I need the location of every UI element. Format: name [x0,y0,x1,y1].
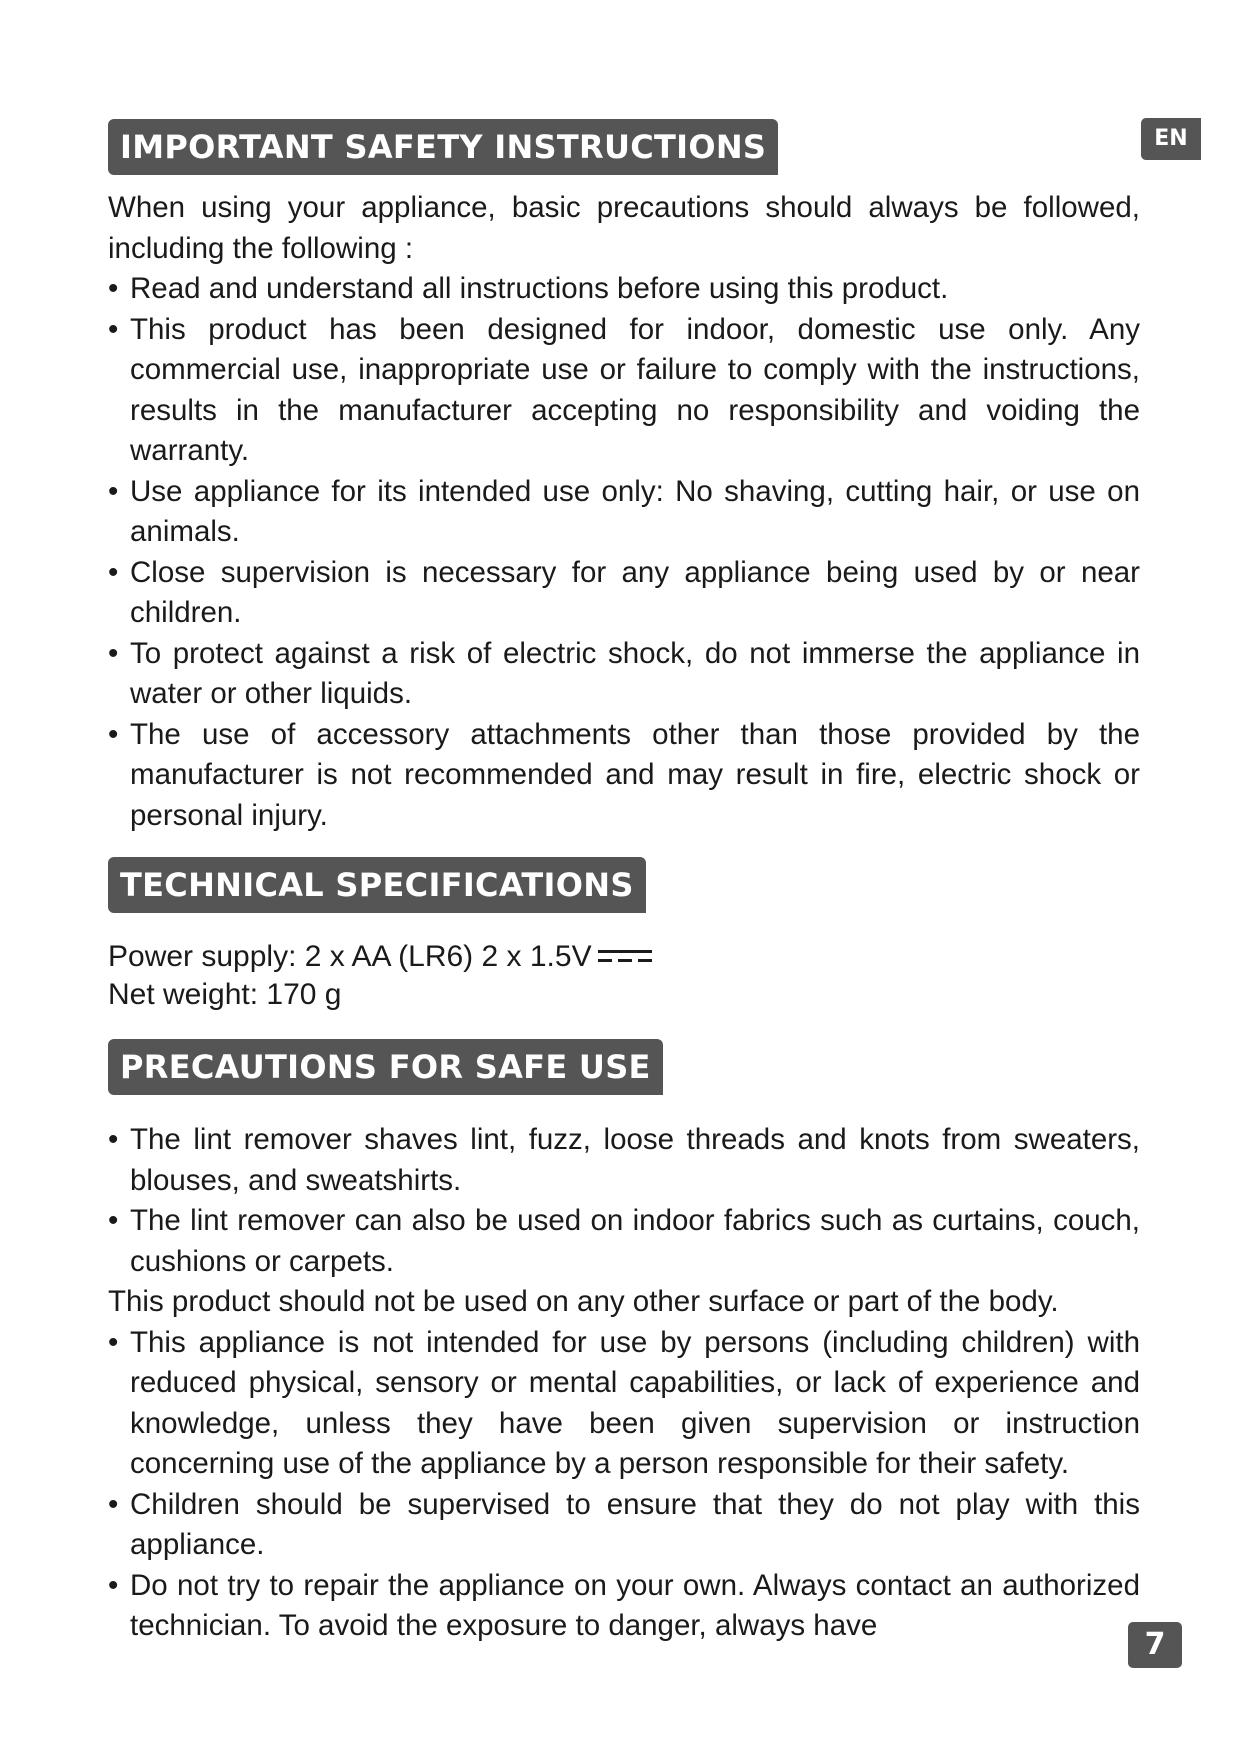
safety-intro: When using your appliance, basic precautions should always be followed, including the following : [108,191,1140,265]
list-item: • To protect against a risk of electric shock, do not immerse the appliance in water or other liquids. [108,636,1140,710]
power-supply-line [108,938,652,976]
safety-section-body [108,188,1140,836]
list-item: • Read and understand all instructions before using this product. [108,272,949,305]
list-item: • This product has been designed for indoor, domestic use only. Any commercial use, inappropriate use or failure to comply with the instructions, results in the manufacturer accepting no responsibility and voiding the warranty. [108,312,1140,467]
dc-current-icon [598,948,652,964]
list-item: • Close supervision is necessary for any appliance being used by or near children. [108,555,1140,629]
list-item: • Use appliance for its intended use only: No shaving, cutting hair, or use on animals. [108,474,1140,548]
list-item: • This appliance is not intended for use by persons (including children) with reduced physical, sensory or mental capabilities, or lack of experience and knowledge, unless they have been given supervision or instruction concerning use of the appliance by a person responsible for their safety. [108,1325,1140,1480]
net-weight-line: Net weight: 170 g [108,978,342,1011]
language-badge: EN [1141,118,1201,160]
precautions-section-body [108,1120,1140,1647]
precautions-list-b [108,1323,1140,1647]
power-supply-text: Power supply: 2 x AA (LR6) 2 x 1.5V [108,940,592,973]
page-number: 7 [1128,1622,1182,1668]
section-header-precautions: PRECAUTIONS FOR SAFE USE [108,1039,663,1095]
list-item: • The use of accessory attachments other than those provided by the manufacturer is not recommended and may result in fire, electric shock or personal injury. [108,717,1140,832]
section-header-specs: TECHNICAL SPECIFICATIONS [108,857,646,913]
safety-list [108,269,1140,836]
precautions-list-a [108,1120,1140,1282]
list-item: • The lint remover shaves lint, fuzz, loose threads and knots from sweaters, blouses, and sweatshirts. [108,1123,1140,1197]
list-item: • Do not try to repair the appliance on your own. Always contact an authorized technician. To avoid the exposure to danger, always have [108,1568,1140,1642]
section-header-safety: IMPORTANT SAFETY INSTRUCTIONS [108,119,778,175]
list-item: • The lint remover can also be used on indoor fabrics such as curtains, couch, cushions or carpets. [108,1204,1140,1278]
list-item: • Children should be supervised to ensure that they do not play with this appliance. [108,1487,1140,1561]
precautions-note: This product should not be used on any other surface or part of the body. [108,1285,1059,1318]
specs-body [108,938,652,1014]
